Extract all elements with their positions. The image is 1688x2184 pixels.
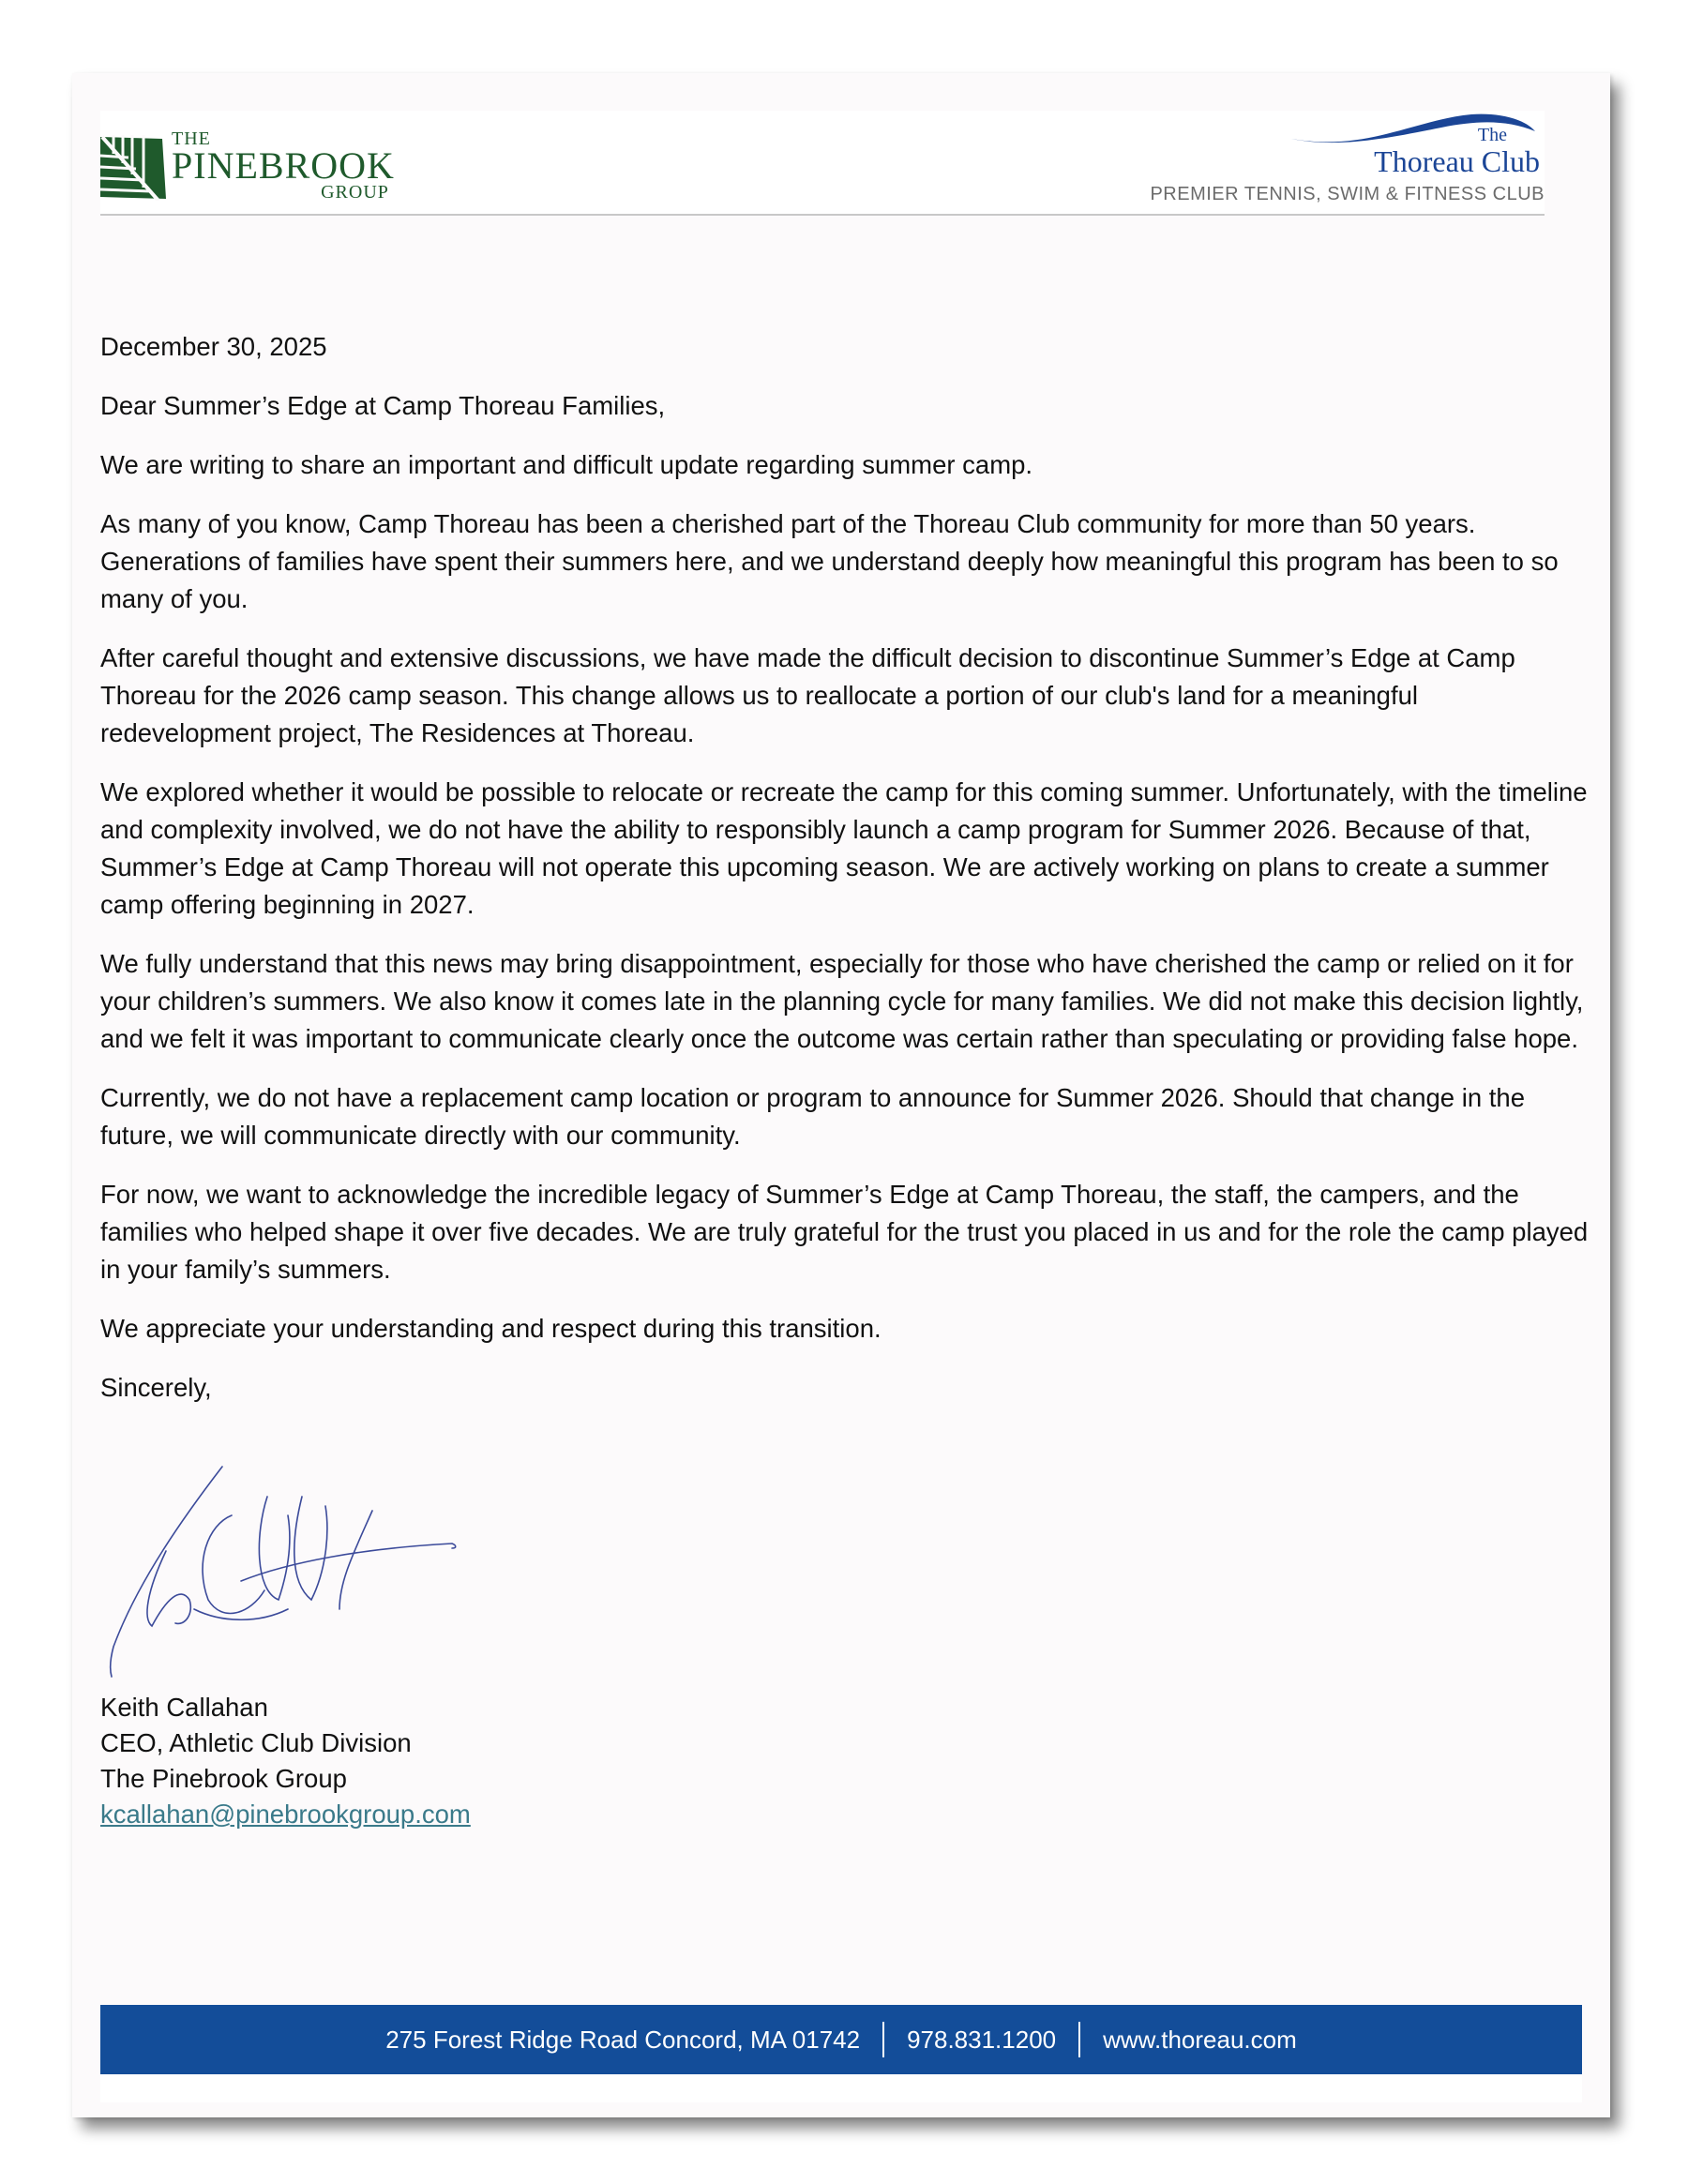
- pinebrook-wordmark: [172, 129, 395, 201]
- club-tagline: PREMIER TENNIS, SWIM & FITNESS CLUB: [1150, 184, 1545, 204]
- club-name: Thoreau Club: [1374, 144, 1540, 178]
- letter-date: December 30, 2025: [100, 332, 327, 361]
- thoreau-club-logo: [1057, 111, 1545, 214]
- paragraph: After careful thought and extensive discussions, we have made the difficult decision to discontinue Summer’s Edge at Camp Thoreau for the 2026 camp season. This change allows us to reallocate a portion of our club's land for a meaningful redevelopment project, The Residences at Thoreau.: [100, 643, 1515, 747]
- paragraph: We fully understand that this news may bring disappointment, especially for those who have cherished the camp or relied on it for your children’s summers. We also know it comes late in the planning cycle for many families. We did not make this decision lightly, and we felt it was important to communicate clearly once the outcome was certain rather than speculating or providing false hope.: [100, 949, 1584, 1053]
- paragraph: We are writing to share an important and difficult update regarding summer camp.: [100, 450, 1033, 479]
- leaf-icon: [100, 135, 166, 201]
- paragraph: For now, we want to acknowledge the incredible legacy of Summer’s Edge at Camp Thoreau, the staff, the campers, and the families who helped shape it over five decades. We are truly grateful for the trust you placed in us and for the role the camp played in your family’s summers.: [100, 1180, 1589, 1284]
- paragraph: We explored whether it would be possible to relocate or recreate the camp for this coming summer. Unfortunately, with the timeline and complexity involved, we do not have the ability to responsibly launch a camp program for Summer 2026. Because of that, Summer’s Edge at Camp Thoreau will not operate this upcoming season. We are actively working on plans to create a summer camp offering beginning in 2027.: [100, 777, 1588, 919]
- salutation: Dear Summer’s Edge at Camp Thoreau Families,: [100, 391, 666, 420]
- signer-company: The Pinebrook Group: [100, 1764, 347, 1793]
- footer-bar: [100, 2005, 1582, 2074]
- signer-email-link[interactable]: kcallahan@pinebrookgroup.com: [100, 1800, 471, 1829]
- letterhead: [100, 111, 1545, 216]
- footer-address: 275 Forest Ridge Road Concord, MA 01742: [385, 2025, 861, 2054]
- pinebrook-logo: [100, 129, 410, 204]
- signature-block: [100, 1690, 471, 1832]
- logo-name: PINEBROOK: [172, 144, 395, 187]
- footer-phone: 978.831.1200: [907, 2025, 1057, 2054]
- logo-group: GROUP: [321, 182, 389, 203]
- closing: Sincerely,: [100, 1373, 212, 1402]
- letter-body: [100, 328, 1591, 1428]
- footer-website[interactable]: www.thoreau.com: [1103, 2025, 1297, 2054]
- footer-divider: [882, 2022, 884, 2057]
- letter-page: [72, 73, 1610, 2117]
- footer-bottom-strip: [100, 2074, 1582, 2102]
- paragraph: We appreciate your understanding and respect during this transition.: [100, 1314, 882, 1343]
- logo-the: THE: [172, 128, 211, 149]
- signer-name: Keith Callahan: [100, 1693, 268, 1722]
- footer-divider: [1078, 2022, 1080, 2057]
- signer-title: CEO, Athletic Club Division: [100, 1728, 412, 1757]
- paragraph: As many of you know, Camp Thoreau has been a cherished part of the Thoreau Club community for more than 50 years. Generations of families have spent their summers here, and we understand deeply how meaningful this program has been to so many of you.: [100, 509, 1559, 613]
- signature-image: [100, 1459, 457, 1684]
- paragraph: Currently, we do not have a replacement camp location or program to announce for Summer 2026. Should that change in the future, we will communicate directly with our community.: [100, 1083, 1525, 1150]
- club-the: The: [1477, 125, 1507, 145]
